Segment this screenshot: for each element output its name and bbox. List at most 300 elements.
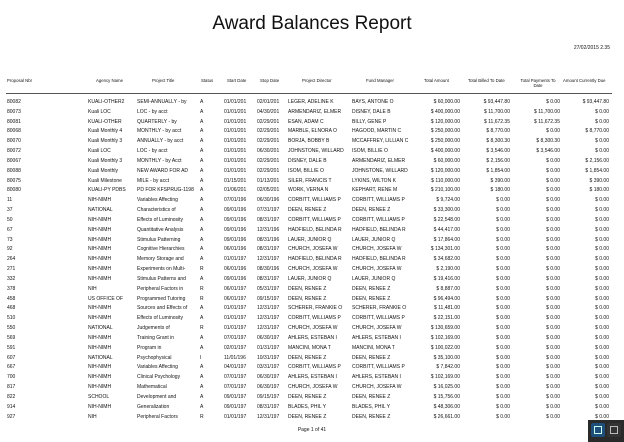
cell-total-amount: $ 26,661.00 bbox=[433, 413, 460, 420]
cell-status: A bbox=[200, 236, 204, 243]
cell-start-date: 09/01/196 bbox=[224, 216, 247, 223]
table-row bbox=[0, 186, 624, 196]
cell-agency-name: Kuali Monthly 3 bbox=[88, 138, 123, 145]
cell-start-date: 06/01/197 bbox=[224, 285, 247, 292]
cell-project-title: LOC - by acct bbox=[137, 108, 168, 115]
cell-fund-manager: HADFIELD, BELINDA R bbox=[352, 256, 406, 263]
cell-project-title: Programmed Tutoring bbox=[137, 295, 186, 302]
cell-total-amount: $ 22,548.00 bbox=[433, 216, 460, 223]
cell-total-billed: $ 0.00 bbox=[496, 256, 510, 263]
cell-total-billed: $ 1,854.00 bbox=[486, 167, 510, 174]
cell-status: A bbox=[200, 207, 204, 214]
cell-project-director: ISOM, BILLIE O bbox=[288, 167, 324, 174]
cell-agency-name: Kuali LOC bbox=[88, 108, 111, 115]
cell-project-title: Variables Affecting bbox=[137, 197, 178, 204]
cell-agency-name: NATIONAL bbox=[88, 325, 113, 332]
cell-fund-manager: HAGOOD, MARTIN C bbox=[352, 128, 402, 135]
table-row bbox=[0, 196, 624, 206]
cell-total-payments: $ 0.00 bbox=[546, 413, 560, 420]
cell-project-title: Peripheral Factors bbox=[137, 413, 178, 420]
cell-amount-due: $ 0.00 bbox=[595, 246, 609, 253]
cell-total-payments: $ 8,300.30 bbox=[536, 138, 560, 145]
cell-fund-manager: DEEN, RENEE Z bbox=[352, 393, 391, 400]
cell-total-payments: $ 0.00 bbox=[546, 236, 560, 243]
cell-proposal-nbr: 80081 bbox=[7, 118, 21, 125]
cell-status: R bbox=[200, 325, 204, 332]
page-indicator: Page 1 of 41 bbox=[297, 427, 327, 433]
cell-project-director: AHLERS, ESTEBAN I bbox=[288, 374, 337, 381]
cell-project-director: MARBLE, ELNORA O bbox=[288, 128, 337, 135]
cell-amount-due: $ 0.00 bbox=[595, 393, 609, 400]
cell-total-amount: $ 120,000.00 bbox=[430, 118, 460, 125]
table-row bbox=[0, 108, 624, 118]
cell-total-billed: $ 11,672.35 bbox=[483, 118, 510, 125]
table-row bbox=[0, 304, 624, 314]
fullscreen-icon[interactable] bbox=[607, 423, 621, 437]
cell-fund-manager: DEEN, RENEE Z bbox=[352, 207, 391, 214]
cell-total-amount: $ 120,000.00 bbox=[430, 167, 460, 174]
cell-proposal-nbr: 264 bbox=[7, 256, 16, 263]
cell-start-date: 09/01/196 bbox=[224, 236, 247, 243]
cell-start-date: 06/01/196 bbox=[224, 246, 247, 253]
cell-total-payments: $ 0.00 bbox=[546, 246, 560, 253]
cell-agency-name: NIH-NIMH bbox=[88, 275, 112, 282]
cell-fund-manager: CHURCH, JOSEFA W bbox=[352, 266, 402, 273]
cell-stop-date: 02/29/201 bbox=[257, 128, 280, 135]
table-header bbox=[0, 76, 624, 90]
cell-total-billed: $ 0.00 bbox=[496, 384, 510, 391]
table-row bbox=[0, 285, 624, 295]
cell-status: A bbox=[200, 216, 204, 223]
cell-project-title: LOC - by acct bbox=[137, 148, 168, 155]
cell-project-director: BORJA, BOBBY B bbox=[288, 138, 330, 145]
cell-total-billed: $ 0.00 bbox=[496, 364, 510, 371]
cell-project-director: DEEN, RENEE Z bbox=[288, 413, 327, 420]
cell-total-billed: $ 0.00 bbox=[496, 207, 510, 214]
col-total-payments: Total Payments To Date bbox=[520, 78, 556, 88]
table-row bbox=[0, 413, 624, 423]
cell-project-title: Training Grant in bbox=[137, 334, 175, 341]
cell-total-amount: $ 400,000.00 bbox=[430, 108, 460, 115]
cell-total-payments: $ 0.00 bbox=[546, 354, 560, 361]
cell-total-billed: $ 390.00 bbox=[490, 177, 510, 184]
cell-project-director: CHURCH, JOSEFA W bbox=[288, 246, 338, 253]
cell-total-amount: $ 35,100.00 bbox=[433, 354, 460, 361]
cell-total-amount: $ 102,169.00 bbox=[430, 374, 460, 381]
cell-total-payments: $ 0.00 bbox=[546, 384, 560, 391]
table-row bbox=[0, 98, 624, 108]
cell-total-billed: $ 0.00 bbox=[496, 344, 510, 351]
cell-project-director: DEEN, RENEE Z bbox=[288, 207, 327, 214]
cell-fund-manager: BILLY, GENE P bbox=[352, 118, 387, 125]
cell-total-billed: $ 0.00 bbox=[496, 315, 510, 322]
cell-status: A bbox=[200, 393, 204, 400]
cell-project-title: Effects of Luminosity bbox=[137, 315, 184, 322]
cell-total-payments: $ 11,672.35 bbox=[533, 118, 560, 125]
cell-stop-date: 02/05/201 bbox=[257, 187, 280, 194]
viewer-controls bbox=[588, 420, 624, 442]
table-row bbox=[0, 157, 624, 167]
cell-project-title: Quantitative Analysis bbox=[137, 226, 184, 233]
cell-agency-name: NIH bbox=[88, 285, 97, 292]
cell-project-director: HADFIELD, BELINDA R bbox=[288, 256, 342, 263]
cell-amount-due: $ 390.00 bbox=[589, 177, 609, 184]
cell-amount-due: $ 0.00 bbox=[595, 148, 609, 155]
cell-total-payments: $ 0.00 bbox=[546, 344, 560, 351]
cell-fund-manager: DEEN, RENEE Z bbox=[352, 354, 391, 361]
cell-amount-due: $ 0.00 bbox=[595, 285, 609, 292]
cell-fund-manager: BLADES, PHIL Y bbox=[352, 403, 391, 410]
cell-start-date: 07/01/197 bbox=[224, 374, 247, 381]
cell-proposal-nbr: 569 bbox=[7, 334, 16, 341]
cell-project-director: CHURCH, JOSEFA W bbox=[288, 384, 338, 391]
cell-total-amount: $ 22,151.00 bbox=[433, 315, 460, 322]
cell-amount-due: $ 0.00 bbox=[595, 305, 609, 312]
cell-start-date: 11/01/196 bbox=[224, 354, 246, 361]
cell-amount-due: $ 0.00 bbox=[595, 413, 609, 420]
cell-status: A bbox=[200, 167, 204, 174]
table-row bbox=[0, 403, 624, 413]
table-row bbox=[0, 275, 624, 285]
cell-stop-date: 12/31/197 bbox=[257, 305, 280, 312]
cell-status: A bbox=[200, 344, 204, 351]
col-fund-manager: Fund Manager bbox=[366, 78, 394, 83]
cell-agency-name: NIH-NIMH bbox=[88, 334, 112, 341]
cell-project-title: Peripheral Factors in bbox=[137, 285, 184, 292]
cell-total-payments: $ 0.00 bbox=[546, 197, 560, 204]
cell-agency-name: NIH-NIMH bbox=[88, 266, 112, 273]
cell-total-billed: $ 8,770.00 bbox=[486, 128, 510, 135]
cell-stop-date: 06/30/197 bbox=[257, 384, 280, 391]
cell-total-amount: $ 250,000.00 bbox=[430, 138, 460, 145]
cell-start-date: 09/01/197 bbox=[224, 403, 247, 410]
cell-proposal-nbr: 667 bbox=[7, 364, 16, 371]
cell-agency-name: NATIONAL bbox=[88, 354, 113, 361]
cell-total-payments: $ 0.00 bbox=[546, 325, 560, 332]
cell-status: A bbox=[200, 246, 204, 253]
cell-status: I bbox=[200, 354, 202, 361]
table-row bbox=[0, 167, 624, 177]
cell-total-billed: $ 0.00 bbox=[496, 226, 510, 233]
cell-status: A bbox=[200, 128, 204, 135]
cell-total-amount: $ 100,022.00 bbox=[430, 344, 460, 351]
cell-proposal-nbr: 92 bbox=[7, 246, 13, 253]
cell-project-director: BLADES, PHIL Y bbox=[288, 403, 327, 410]
cell-project-title: Clinical Psychology bbox=[137, 374, 181, 381]
table-row bbox=[0, 147, 624, 157]
cell-stop-date: 08/30/196 bbox=[257, 266, 280, 273]
cell-project-title: SEMI-ANNUALLY - by bbox=[137, 99, 187, 105]
cell-total-amount: $ 8,887.00 bbox=[436, 285, 460, 292]
cell-status: A bbox=[200, 108, 204, 115]
cell-project-director: SCHERER, FRANKIE O bbox=[288, 305, 343, 312]
cell-proposal-nbr: 50 bbox=[7, 216, 13, 223]
cell-stop-date: 01/31/197 bbox=[257, 344, 280, 351]
cell-fund-manager: CORBITT, WILLIAMS P bbox=[352, 315, 405, 322]
cell-project-director: ESAN, ADAM C bbox=[288, 118, 324, 125]
cell-amount-due: $ 0.00 bbox=[595, 256, 609, 263]
cell-status: A bbox=[200, 334, 204, 341]
cell-agency-name: Kuali Monthly 3 bbox=[88, 157, 123, 164]
cell-proposal-nbr: 591 bbox=[7, 344, 16, 351]
table-row bbox=[0, 393, 624, 403]
cell-stop-date: 01/13/201 bbox=[257, 177, 280, 184]
cell-fund-manager: DEEN, RENEE Z bbox=[352, 285, 391, 292]
table-row bbox=[0, 373, 624, 383]
cell-total-billed: $ 180.00 bbox=[490, 187, 510, 194]
cell-status: R bbox=[200, 266, 204, 273]
cell-status: A bbox=[200, 197, 204, 204]
cell-agency-name: NIH-NIMH bbox=[88, 226, 112, 233]
cell-start-date: 09/01/196 bbox=[224, 226, 247, 233]
cell-agency-name: NIH-NIMH bbox=[88, 236, 112, 243]
cell-total-payments: $ 0.00 bbox=[546, 157, 560, 164]
cell-total-amount: $ 16,025.00 bbox=[433, 384, 460, 391]
table-row bbox=[0, 363, 624, 373]
cell-project-director: SILER, FRANCIS T bbox=[288, 177, 332, 184]
cell-stop-date: 02/29/201 bbox=[257, 167, 280, 174]
cell-fund-manager: HADFIELD, BELINDA R bbox=[352, 226, 406, 233]
col-total-billed: Total Billed To Date bbox=[468, 78, 505, 83]
cell-project-title: MONTHLY - by Acct bbox=[137, 157, 182, 164]
cell-fund-manager: AHLERS, ESTEBAN I bbox=[352, 334, 401, 341]
cell-project-title: PD FOR KFSPRUG-1198 bbox=[137, 187, 194, 194]
cell-stop-date: 06/30/196 bbox=[257, 197, 280, 204]
cell-project-title: ANNUALLY - by acct bbox=[137, 138, 184, 145]
cell-agency-name: KUALI-PY PDBS bbox=[88, 187, 126, 194]
table-row bbox=[0, 383, 624, 393]
col-stop-date: Stop Date bbox=[260, 78, 280, 83]
cell-amount-due: $ 0.00 bbox=[595, 325, 609, 332]
cell-fund-manager: DISNEY, DALE B bbox=[352, 108, 391, 115]
cell-proposal-nbr: 80068 bbox=[7, 128, 21, 135]
cell-agency-name: NIH-NIMH bbox=[88, 384, 112, 391]
cell-fund-manager: CHURCH, JOSEFA W bbox=[352, 325, 402, 332]
cell-total-payments: $ 0.00 bbox=[546, 275, 560, 282]
cell-project-director: WORK, VERNA N bbox=[288, 187, 329, 194]
cell-total-billed: $ 0.00 bbox=[496, 216, 510, 223]
cell-proposal-nbr: 271 bbox=[7, 266, 16, 273]
cell-status: A bbox=[200, 275, 204, 282]
cell-fund-manager: ISOM, BILLIE O bbox=[352, 148, 388, 155]
cell-stop-date: 12/31/197 bbox=[257, 256, 280, 263]
cell-project-director: DEEN, RENEE Z bbox=[288, 295, 327, 302]
cell-total-payments: $ 0.00 bbox=[546, 285, 560, 292]
cell-status: A bbox=[200, 148, 204, 155]
cell-start-date: 07/01/196 bbox=[224, 197, 247, 204]
cell-project-title: Cognitive Hierarchies bbox=[137, 246, 185, 253]
cell-agency-name: Kuali LOC bbox=[88, 148, 111, 155]
cell-stop-date: 08/31/197 bbox=[257, 246, 280, 253]
cell-project-director: CORBITT, WILLIAMS P bbox=[288, 216, 341, 223]
cell-start-date: 04/01/197 bbox=[224, 364, 247, 371]
cell-amount-due: $ 0.00 bbox=[595, 384, 609, 391]
cell-total-billed: $ 0.00 bbox=[496, 295, 510, 302]
cell-total-billed: $ 0.00 bbox=[496, 197, 510, 204]
table-row bbox=[0, 245, 624, 255]
cell-amount-due: $ 0.00 bbox=[595, 344, 609, 351]
cell-status: A bbox=[200, 138, 204, 145]
cell-stop-date: 09/15/197 bbox=[257, 295, 280, 302]
cell-agency-name: Kuali Monthly 4 bbox=[88, 128, 123, 135]
cell-status: A bbox=[200, 305, 204, 312]
cell-stop-date: 06/30/197 bbox=[257, 374, 280, 381]
cell-status: A bbox=[200, 374, 204, 381]
cell-amount-due: $ 0.00 bbox=[595, 216, 609, 223]
cell-fund-manager: JOHNSTONE, WILLARD bbox=[352, 167, 408, 174]
table-row bbox=[0, 334, 624, 344]
cell-total-amount: $ 15,756.00 bbox=[433, 393, 460, 400]
cell-total-billed: $ 0.00 bbox=[496, 403, 510, 410]
cell-total-billed: $ 0.00 bbox=[496, 305, 510, 312]
cell-start-date: 09/01/197 bbox=[224, 393, 247, 400]
cell-total-billed: $ 0.00 bbox=[496, 285, 510, 292]
cell-total-amount: $ 60,000.00 bbox=[433, 157, 460, 164]
cell-fund-manager: DEEN, RENEE Z bbox=[352, 413, 391, 420]
cell-agency-name: KUALI-OTHER2 bbox=[88, 99, 125, 105]
cell-project-title: Mathematical bbox=[137, 384, 167, 391]
cell-total-amount: $ 33,300.00 bbox=[433, 207, 460, 214]
cell-stop-date: 08/31/197 bbox=[257, 216, 280, 223]
cell-total-billed: $ 0.00 bbox=[496, 275, 510, 282]
col-proposal-nbr: Proposal Nbr bbox=[7, 78, 33, 83]
cell-amount-due: $ 0.00 bbox=[595, 275, 609, 282]
cell-proposal-nbr: 378 bbox=[7, 285, 16, 292]
cell-proposal-nbr: 817 bbox=[7, 384, 16, 391]
cell-total-payments: $ 0.00 bbox=[546, 128, 560, 135]
cell-amount-due: $ 2,156.00 bbox=[585, 157, 609, 164]
table-row bbox=[0, 127, 624, 137]
cell-project-title: MILE - by acct bbox=[137, 177, 169, 184]
cell-proposal-nbr: 80073 bbox=[7, 108, 21, 115]
cell-fund-manager: LAUER, JUNIOR Q bbox=[352, 275, 396, 282]
cell-project-title: Stimulus Patterning bbox=[137, 236, 181, 243]
cell-total-payments: $ 0.00 bbox=[546, 177, 560, 184]
cell-agency-name: NIH-NIMH bbox=[88, 246, 112, 253]
cell-proposal-nbr: 73 bbox=[7, 236, 13, 243]
cell-agency-name: US OFFICE OF bbox=[88, 295, 123, 302]
fit-page-icon[interactable] bbox=[591, 423, 605, 437]
cell-agency-name: NIH-NIMH bbox=[88, 374, 112, 381]
cell-status: A bbox=[200, 187, 204, 194]
cell-total-payments: $ 0.00 bbox=[546, 207, 560, 214]
cell-amount-due: $ 0.00 bbox=[595, 295, 609, 302]
cell-project-title: Generalization bbox=[137, 403, 170, 410]
cell-start-date: 06/01/196 bbox=[224, 266, 247, 273]
cell-fund-manager: SCHERER, FRANKIE O bbox=[352, 305, 407, 312]
cell-proposal-nbr: 67 bbox=[7, 226, 13, 233]
cell-fund-manager: KEPHART, RENE M bbox=[352, 187, 398, 194]
cell-fund-manager: LAUER, JUNIOR Q bbox=[352, 236, 396, 243]
cell-status: A bbox=[200, 403, 204, 410]
cell-agency-name: NIH-NIMH bbox=[88, 364, 112, 371]
cell-total-billed: $ 0.00 bbox=[496, 354, 510, 361]
table-row bbox=[0, 324, 624, 334]
cell-fund-manager: CHURCH, JOSEFA W bbox=[352, 246, 402, 253]
cell-start-date: 01/01/197 bbox=[224, 325, 247, 332]
cell-amount-due: $ 0.00 bbox=[595, 108, 609, 115]
cell-project-director: HADFIELD, BELINDA R bbox=[288, 226, 342, 233]
cell-start-date: 01/01/197 bbox=[224, 413, 247, 420]
table-row bbox=[0, 236, 624, 246]
table-body bbox=[0, 98, 624, 422]
cell-amount-due: $ 0.00 bbox=[595, 354, 609, 361]
cell-total-payments: $ 0.00 bbox=[546, 393, 560, 400]
cell-status: A bbox=[200, 364, 204, 371]
cell-proposal-nbr: 80070 bbox=[7, 138, 21, 145]
cell-stop-date: 12/31/197 bbox=[257, 413, 280, 420]
cell-proposal-nbr: 11 bbox=[7, 197, 13, 204]
col-status: Status bbox=[201, 78, 214, 83]
report-title: Award Balances Report bbox=[212, 13, 412, 34]
cell-proposal-nbr: 700 bbox=[7, 374, 16, 381]
cell-start-date: 01/01/201 bbox=[224, 99, 247, 105]
cell-total-payments: $ 0.00 bbox=[546, 315, 560, 322]
cell-total-amount: $ 44,417.00 bbox=[433, 226, 460, 233]
cell-total-payments: $ 0.00 bbox=[546, 167, 560, 174]
cell-start-date: 01/01/197 bbox=[224, 256, 247, 263]
col-agency-name: Agency Name bbox=[96, 78, 123, 83]
table-row bbox=[0, 344, 624, 354]
cell-agency-name: NIH-NIMH bbox=[88, 315, 112, 322]
cell-total-payments: $ 3,546.00 bbox=[536, 148, 560, 155]
cell-proposal-nbr: 914 bbox=[7, 403, 16, 410]
cell-total-amount: $ 96,494.00 bbox=[433, 295, 460, 302]
table-row bbox=[0, 177, 624, 187]
cell-project-title: MONTHLY - by acct bbox=[137, 128, 182, 135]
cell-status: A bbox=[200, 118, 204, 125]
cell-total-payments: $ 0.00 bbox=[546, 374, 560, 381]
cell-total-amount: $ 19,416.00 bbox=[433, 275, 460, 282]
cell-total-billed: $ 8,300.30 bbox=[486, 138, 510, 145]
cell-project-title: Variables Affecting bbox=[137, 364, 178, 371]
cell-proposal-nbr: 510 bbox=[7, 315, 16, 322]
cell-status: R bbox=[200, 413, 204, 420]
cell-total-amount: $ 60,000.00 bbox=[433, 99, 460, 105]
cell-proposal-nbr: 550 bbox=[7, 325, 16, 332]
cell-amount-due: $ 0.00 bbox=[595, 315, 609, 322]
cell-total-amount: $ 134,301.00 bbox=[430, 246, 460, 253]
cell-total-amount: $ 34,682.00 bbox=[433, 256, 460, 263]
cell-stop-date: 08/31/196 bbox=[257, 236, 280, 243]
cell-proposal-nbr: 80072 bbox=[7, 148, 21, 155]
table-row bbox=[0, 354, 624, 364]
cell-project-title: NEW AWARD FOR AD bbox=[137, 167, 189, 174]
cell-start-date: 01/01/201 bbox=[224, 118, 247, 125]
cell-amount-due: $ 0.00 bbox=[595, 118, 609, 125]
cell-fund-manager: CORBITT, WILLIAMS P bbox=[352, 216, 405, 223]
header-divider bbox=[6, 93, 612, 94]
cell-project-director: DEEN, RENEE Z bbox=[288, 285, 327, 292]
cell-stop-date: 02/29/201 bbox=[257, 157, 280, 164]
cell-fund-manager: CORBITT, WILLIAMS P bbox=[352, 197, 405, 204]
cell-fund-manager: ARMENDARIZ, ELMER bbox=[352, 157, 406, 164]
cell-stop-date: 08/31/197 bbox=[257, 275, 280, 282]
cell-project-director: ARMENDARIZ, ELMER bbox=[288, 108, 342, 115]
cell-amount-due: $ 8,770.00 bbox=[585, 128, 609, 135]
cell-start-date: 01/01/197 bbox=[224, 305, 247, 312]
cell-agency-name: SCHOOL bbox=[88, 393, 110, 400]
cell-start-date: 02/01/197 bbox=[224, 344, 247, 351]
cell-project-director: DEEN, RENEE Z bbox=[288, 354, 327, 361]
cell-total-amount: $ 102,169.00 bbox=[430, 334, 460, 341]
cell-proposal-nbr: 80075 bbox=[7, 177, 21, 184]
cell-agency-name: NIH-NIMH bbox=[88, 403, 112, 410]
report-date: 27/02/2015 2.35 bbox=[573, 45, 610, 51]
cell-total-payments: $ 0.00 bbox=[546, 403, 560, 410]
cell-agency-name: NIH-NIMH bbox=[88, 305, 112, 312]
cell-agency-name: NATIONAL bbox=[88, 207, 113, 214]
